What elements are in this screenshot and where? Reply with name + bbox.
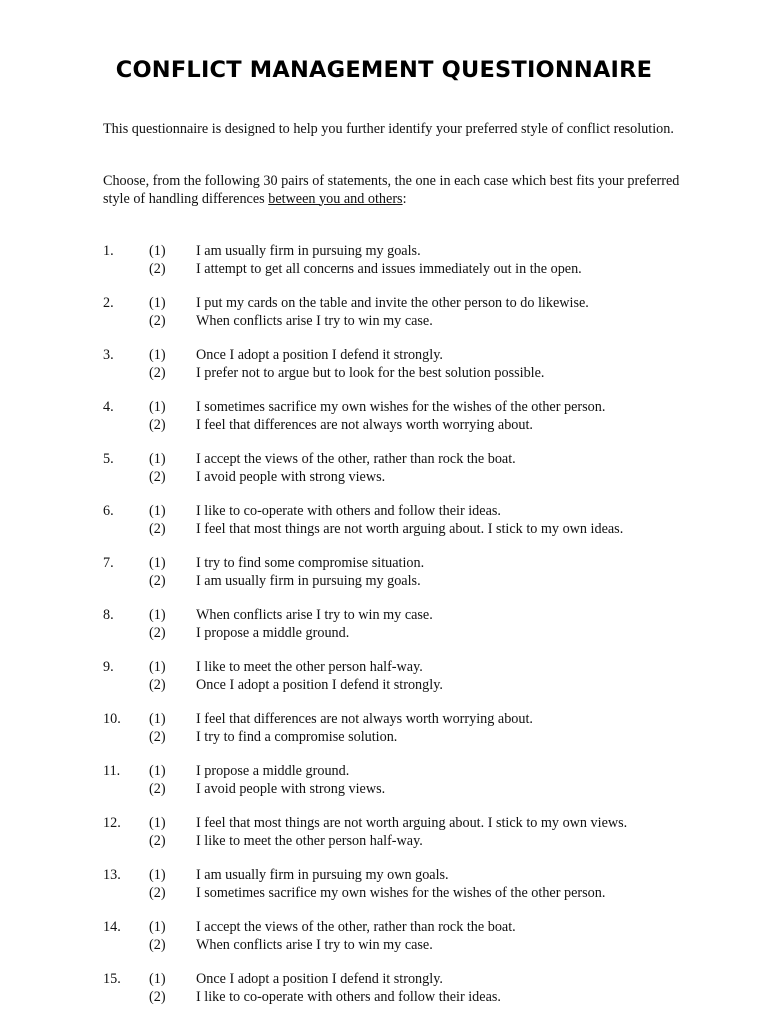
statement-option[interactable] <box>0 763 768 781</box>
question-item <box>0 867 768 903</box>
question-item <box>0 607 768 643</box>
question-item <box>0 659 768 695</box>
question-item <box>0 711 768 747</box>
option-text: I prefer not to argue but to look for the best solution possible. <box>196 364 545 381</box>
option-code: (2) <box>149 832 166 849</box>
option-code: (1) <box>149 815 166 831</box>
question-number: 3. <box>103 347 114 363</box>
option-text: I sometimes sacrifice my own wishes for the wishes of the other person. <box>196 399 606 415</box>
question-number: 10. <box>103 711 121 727</box>
option-code: (1) <box>149 399 166 415</box>
option-code: (1) <box>149 243 166 259</box>
statement-option[interactable] <box>0 919 768 937</box>
question-number: 6. <box>103 503 114 519</box>
option-code: (2) <box>149 624 166 641</box>
statement-option[interactable] <box>0 711 768 729</box>
statement-option[interactable] <box>0 781 768 799</box>
option-code: (2) <box>149 520 166 537</box>
option-text: I accept the views of the other, rather than rock the boat. <box>196 919 516 935</box>
statement-option[interactable] <box>0 885 768 903</box>
option-text: I avoid people with strong views. <box>196 780 386 797</box>
option-text: Once I adopt a position I defend it strongly. <box>196 971 443 987</box>
statement-option[interactable] <box>0 989 768 1007</box>
statement-option[interactable] <box>0 729 768 747</box>
statement-option[interactable] <box>0 625 768 643</box>
option-code: (1) <box>149 451 166 467</box>
statement-option[interactable] <box>0 261 768 279</box>
statement-option[interactable] <box>0 521 768 539</box>
question-number: 1. <box>103 243 114 259</box>
option-text: I like to meet the other person half-way. <box>196 832 423 849</box>
option-text: I try to find some compromise situation. <box>196 555 425 571</box>
option-code: (2) <box>149 364 166 381</box>
question-number: 2. <box>103 295 114 311</box>
question-number: 13. <box>103 867 121 883</box>
option-code: (2) <box>149 780 166 797</box>
question-number: 12. <box>103 815 121 831</box>
statement-option[interactable] <box>0 451 768 469</box>
option-text: I like to meet the other person half-way. <box>196 659 423 675</box>
page-title: CONFLICT MANAGEMENT QUESTIONNAIRE <box>115 57 653 83</box>
statement-option[interactable] <box>0 659 768 677</box>
option-code: (1) <box>149 919 166 935</box>
instruction-text: Choose, from the following 30 pairs of statements, the one in each case which best fits your preferred style of handling differences <box>103 173 680 207</box>
option-text: I propose a middle ground. <box>196 624 350 641</box>
option-text: I avoid people with strong views. <box>196 468 386 485</box>
option-code: (1) <box>149 503 166 519</box>
statement-option[interactable] <box>0 607 768 625</box>
option-code: (1) <box>149 659 166 675</box>
option-code: (2) <box>149 728 166 745</box>
option-text: I sometimes sacrifice my own wishes for the wishes of the other person. <box>196 884 606 901</box>
question-number: 9. <box>103 659 114 675</box>
instruction-paragraph <box>103 173 683 208</box>
statement-option[interactable] <box>0 365 768 383</box>
question-number: 4. <box>103 399 114 415</box>
question-item <box>0 919 768 955</box>
option-code: (2) <box>149 676 166 693</box>
statement-option[interactable] <box>0 417 768 435</box>
option-code: (1) <box>149 763 166 779</box>
statement-option[interactable] <box>0 243 768 261</box>
option-code: (2) <box>149 416 166 433</box>
statement-option[interactable] <box>0 469 768 487</box>
option-code: (2) <box>149 260 166 277</box>
option-text: I put my cards on the table and invite the other person to do likewise. <box>196 295 589 311</box>
statement-option[interactable] <box>0 971 768 989</box>
question-item <box>0 763 768 799</box>
statement-option[interactable] <box>0 937 768 955</box>
question-item <box>0 243 768 279</box>
option-code: (1) <box>149 295 166 311</box>
option-text: I accept the views of the other, rather than rock the boat. <box>196 451 516 467</box>
option-text: I am usually firm in pursuing my goals. <box>196 572 421 589</box>
question-item <box>0 295 768 331</box>
statement-option[interactable] <box>0 677 768 695</box>
option-code: (1) <box>149 867 166 883</box>
statement-option[interactable] <box>0 555 768 573</box>
option-text: I am usually firm in pursuing my own goals. <box>196 867 449 883</box>
option-code: (2) <box>149 468 166 485</box>
question-item <box>0 815 768 851</box>
statement-option[interactable] <box>0 313 768 331</box>
option-code: (2) <box>149 572 166 589</box>
statement-option[interactable] <box>0 867 768 885</box>
statement-option[interactable] <box>0 573 768 591</box>
option-code: (1) <box>149 971 166 987</box>
question-item <box>0 503 768 539</box>
statement-option[interactable] <box>0 815 768 833</box>
option-text: When conflicts arise I try to win my case. <box>196 936 433 953</box>
option-code: (2) <box>149 884 166 901</box>
question-item <box>0 347 768 383</box>
question-item <box>0 555 768 591</box>
instruction-underlined-text: between you and others <box>268 190 403 207</box>
option-text: When conflicts arise I try to win my case. <box>196 607 433 623</box>
option-code: (2) <box>149 988 166 1005</box>
question-number: 11. <box>103 763 121 779</box>
option-code: (1) <box>149 711 166 727</box>
intro-paragraph: This questionnaire is designed to help you further identify your preferred style of conflict resolution. <box>103 121 674 137</box>
statement-option[interactable] <box>0 295 768 313</box>
option-text: I like to co-operate with others and follow their ideas. <box>196 503 501 519</box>
question-number: 14. <box>103 919 121 935</box>
statement-option[interactable] <box>0 399 768 417</box>
option-code: (1) <box>149 347 166 363</box>
option-text: I feel that most things are not worth arguing about. I stick to my own views. <box>196 815 628 831</box>
statement-option[interactable] <box>0 503 768 521</box>
statement-option[interactable] <box>0 347 768 365</box>
question-item <box>0 451 768 487</box>
option-code: (1) <box>149 607 166 623</box>
option-code: (1) <box>149 555 166 571</box>
question-number: 7. <box>103 555 114 571</box>
option-text: I like to co-operate with others and follow their ideas. <box>196 988 501 1005</box>
statement-option[interactable] <box>0 833 768 851</box>
option-text: I am usually firm in pursuing my goals. <box>196 243 421 259</box>
option-text: Once I adopt a position I defend it strongly. <box>196 347 443 363</box>
question-item <box>0 971 768 1007</box>
question-number: 5. <box>103 451 114 467</box>
question-item <box>0 399 768 435</box>
option-text: I propose a middle ground. <box>196 763 350 779</box>
option-text: I feel that differences are not always worth worrying about. <box>196 416 533 433</box>
instruction-end: : <box>402 190 407 207</box>
option-text: I attempt to get all concerns and issues immediately out in the open. <box>196 260 582 277</box>
option-text: Once I adopt a position I defend it strongly. <box>196 676 443 693</box>
option-text: I feel that most things are not worth arguing about. I stick to my own ideas. <box>196 520 624 537</box>
option-code: (2) <box>149 936 166 953</box>
question-number: 15. <box>103 971 121 987</box>
option-text: I feel that differences are not always worth worrying about. <box>196 711 533 727</box>
option-code: (2) <box>149 312 166 329</box>
option-text: When conflicts arise I try to win my case. <box>196 312 433 329</box>
question-number: 8. <box>103 607 114 623</box>
option-text: I try to find a compromise solution. <box>196 728 398 745</box>
